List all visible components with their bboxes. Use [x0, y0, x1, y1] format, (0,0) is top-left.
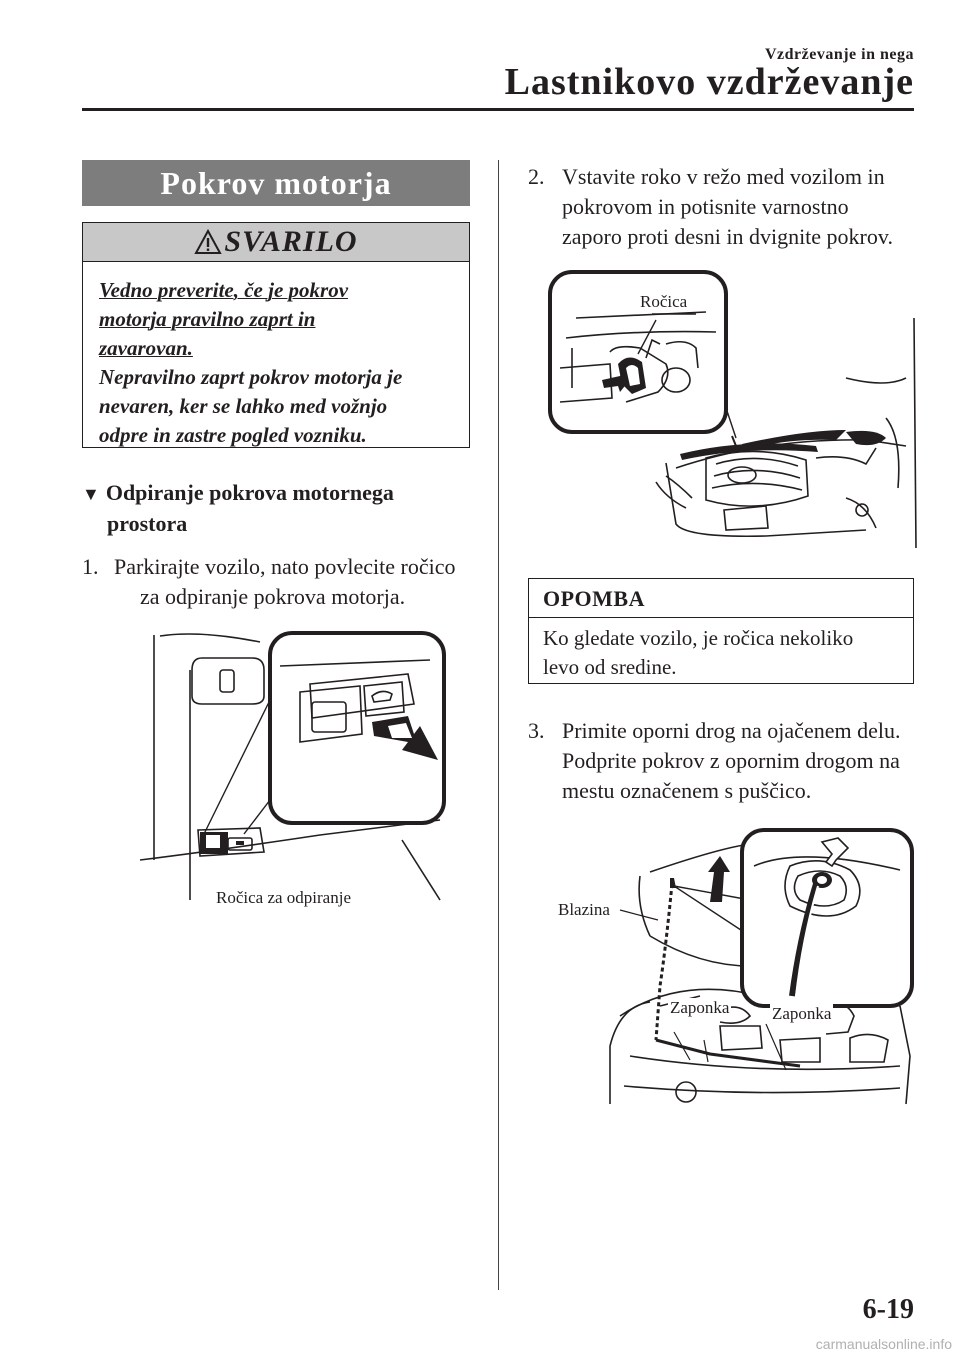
step-number: 1.	[82, 554, 99, 579]
note-line: Ko gledate vozilo, je ročica nekoliko	[543, 626, 854, 650]
header-rule	[82, 108, 914, 111]
step-line: mestu označenem s puščico.	[562, 778, 812, 803]
lever-label: Ročica	[640, 292, 688, 311]
running-header-section: Vzdrževanje in nega	[764, 46, 914, 63]
warning-line: Vedno preverite, če je pokrov	[99, 278, 349, 302]
step-line: Podprite pokrov z opornim drogom na	[562, 748, 900, 773]
warning-line: odpre in zastre pogled vozniku.	[99, 423, 367, 447]
running-header-chapter: Lastnikovo vzdrževanje	[504, 61, 914, 103]
warning-triangle-icon	[194, 229, 222, 255]
note-body	[529, 618, 913, 682]
warning-label: SVARILO	[224, 225, 358, 258]
step-line: Primite oporni drog na ojačenem delu.	[562, 718, 901, 743]
triangle-marker-icon: ▼	[82, 484, 100, 504]
release-lever-label: Ročica za odpiranje	[216, 888, 351, 907]
watermark: carmanualsonline.info	[815, 1336, 952, 1352]
warning-line: zavarovan.	[99, 336, 193, 360]
note-box	[528, 578, 914, 684]
subheading-line: Odpiranje pokrova motornega	[105, 480, 394, 505]
step-line: Vstavite roko v režo med vozilom in	[562, 164, 885, 189]
step-2	[528, 162, 928, 252]
step-3	[528, 716, 928, 806]
warning-line: motorja pravilno zaprt in	[99, 307, 316, 331]
warning-box	[82, 222, 470, 448]
hood-release-lever-illustration	[140, 630, 450, 920]
clip-label-2: Zaponka	[772, 1004, 832, 1023]
hood-safety-lever-illustration	[546, 268, 926, 558]
note-label: OPOMBA	[529, 579, 913, 618]
note-line: levo od sredine.	[543, 655, 677, 679]
section-title: Pokrov motorja	[82, 160, 470, 206]
warning-header	[83, 223, 469, 262]
warning-line: Nepravilno zaprt pokrov motorja je	[99, 365, 403, 389]
page-number: 6-19	[862, 1294, 914, 1325]
clip-label-1: Zaponka	[670, 998, 730, 1017]
column-divider	[498, 160, 499, 1290]
step-number: 2.	[528, 164, 545, 189]
warning-line: nevaren, ker se lahko med vožnjo	[99, 394, 388, 418]
step-line: zaporo proti desni in dvignite pokrov.	[562, 224, 893, 249]
subheading-line: prostora	[107, 511, 188, 536]
warning-body	[83, 262, 469, 450]
subheading	[82, 478, 482, 539]
step-line: pokrovom in potisnite varnostno	[562, 194, 849, 219]
step-line: Parkirajte vozilo, nato povlecite ročico	[114, 554, 456, 579]
cushion-label: Blazina	[558, 900, 610, 919]
step-number: 3.	[528, 718, 545, 743]
hood-support-rod-illustration	[600, 826, 916, 1110]
step-1	[82, 552, 482, 612]
step-line: za odpiranje pokrova motorja.	[140, 584, 406, 609]
